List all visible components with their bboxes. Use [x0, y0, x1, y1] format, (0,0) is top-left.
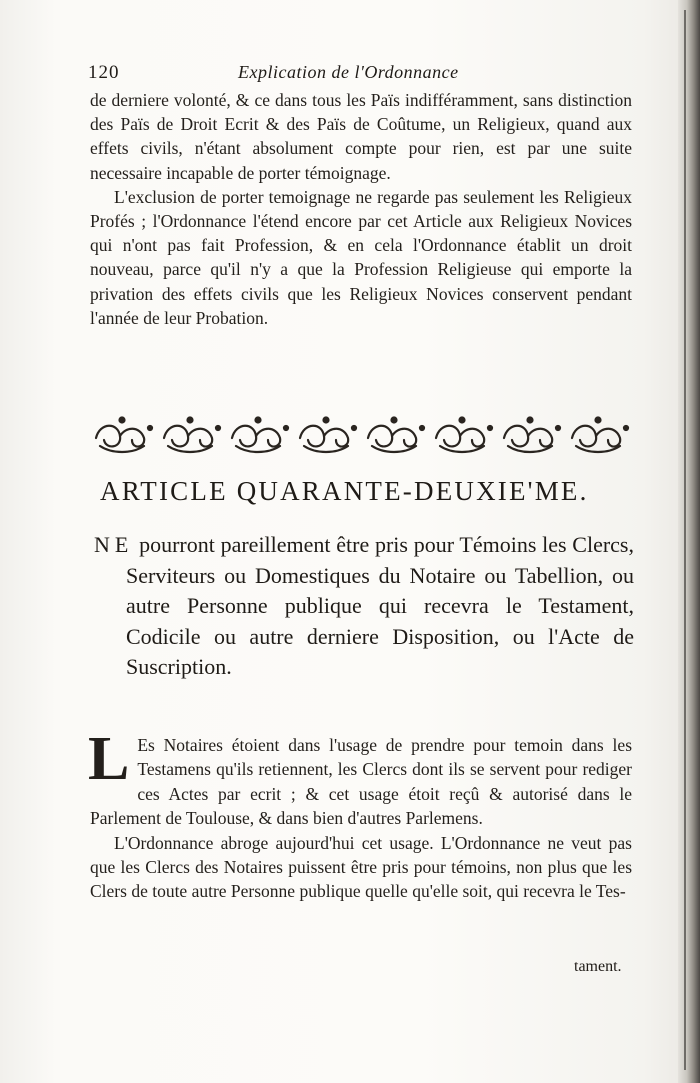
exclusion-paragraph: L'exclusion de porter temoignage ne regarde pas seulement les Religieux Profés ; l'Ordonnance l'étend encore par cet Article aux Religieux Novices qui n'ont pas fait Profession, & en cela l'Ordonnance établit un droit nouveau, parce qu'il n'y a que la Profession Religieuse qui emporte la privation des effets civils que les Religieux Novices conservent pendant l'année de leur Probation.	[90, 186, 632, 328]
page-number: 120	[88, 62, 120, 83]
catchword: tament.	[574, 958, 622, 975]
running-head: Explication de l'Ordonnance	[238, 62, 459, 82]
article-first-word: NE	[94, 532, 134, 557]
article-body	[94, 530, 634, 683]
fleuron-band	[88, 408, 634, 460]
article-paragraph	[94, 530, 634, 683]
commentary-paragraph-1-text: Es Notaires étoient dans l'usage de prendre pour temoin dans les Testamens qu'ils retiennent, les Clercs dont ils se servent pour rediger ces Actes par ecrit ; & cet usage étoit reçû & autorisé dans le Parlement de Toulouse, & dans bien d'autres Parlemens.	[90, 735, 632, 829]
book-edge	[678, 0, 700, 1083]
top-text-block	[90, 88, 632, 330]
page-header	[88, 62, 608, 86]
commentary-paragraph-1	[88, 725, 632, 831]
drop-cap: L	[88, 725, 130, 793]
article-text: pourront pareillement être pris pour Témoins les Clercs, Serviteurs ou Domestiques du Notaire ou Tabellion, ou autre Personne publique qui recevra le Testament, Codicile ou autre derniere Disposition, ou l'Acte de Suscription.	[126, 532, 634, 679]
page-edge-line	[684, 10, 686, 1070]
article-title: ARTICLE QUARANTE-DEUXIE'ME.	[100, 476, 589, 506]
commentary-paragraph-2: L'Ordonnance abroge aujourd'hui cet usage. L'Ordonnance ne veut pas que les Clercs des Notaires puissent être pris pour témoins, non plus que les Clers de toute autre Personne publique quelle qu'elle soit, qui recevra le Tes-	[90, 832, 632, 902]
commentary-block	[88, 725, 632, 904]
continuation-paragraph: de derniere volonté, & ce dans tous les Païs indifféramment, sans distinction des Païs de Droit Ecrit & des Païs de Coûtume, un Religieux, quand aux effets civils, n'étant absolument compte pour rien, est par une suite necessaire incapable de porter témoignage.	[90, 90, 632, 183]
